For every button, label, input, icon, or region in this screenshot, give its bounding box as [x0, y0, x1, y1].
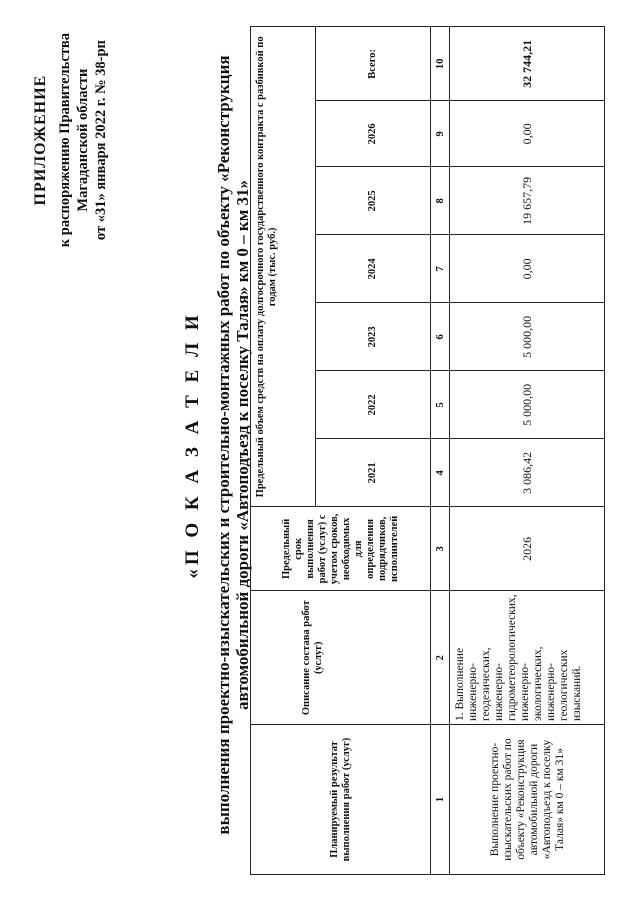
appendix-line-3: от «31» января 2022 г. № 38-рп — [93, 40, 109, 241]
value-cell: 5 000,00 — [450, 371, 605, 439]
year-header: 2023 — [316, 303, 431, 371]
col-header-description: Описание состава работ (услуг) — [251, 591, 431, 725]
result-cell: Выполнение проектно-изыскательских работ по объекту «Реконструкция автомобильной дороги «Автоподъезд к поселку Талая» км 0 – км 31» — [450, 725, 605, 875]
year-header: 2026 — [316, 101, 431, 167]
heading-line-2: автомобильной дороги «Автоподъезд к поселку Талая» км 0 – км 31» — [233, 179, 252, 711]
total-value-cell: 32 744,21 — [450, 27, 605, 101]
col-header-result: Планируемый результат выполнения работ (услуг) — [251, 725, 431, 875]
year-header: 2021 — [316, 439, 431, 507]
deadline-cell: 2026 — [450, 507, 605, 591]
value-cell: 0,00 — [450, 235, 605, 303]
column-number: 5 — [431, 371, 450, 439]
appendix-block — [32, 33, 110, 247]
column-number: 6 — [431, 303, 450, 371]
value-cell: 5 000,00 — [450, 303, 605, 371]
column-number: 2 — [431, 591, 450, 725]
column-number: 8 — [431, 167, 450, 235]
document-heading — [182, 5, 252, 885]
appendix-title: ПРИЛОЖЕНИЕ — [32, 74, 49, 206]
document-page — [10, 5, 630, 885]
value-cell: 19 657,79 — [450, 167, 605, 235]
value-cell: 3 086,42 — [450, 439, 605, 507]
col-header-funding: Предельный объем средств на оплату долгосрочного государственного контракта с разбивкой по годам (тыс. руб.) — [251, 27, 316, 507]
column-number-row — [431, 27, 450, 875]
value-cell: 0,00 — [450, 101, 605, 167]
column-number: 3 — [431, 507, 450, 591]
column-number: 7 — [431, 235, 450, 303]
description-cell: 1. Выполнение инженерно-геодезических, инженерно-гидрометеорологических, инженерно-экологических, инженерно-геологических изысканий. — [450, 591, 605, 725]
year-header: 2024 — [316, 235, 431, 303]
column-number: 4 — [431, 439, 450, 507]
column-number: 1 — [431, 725, 450, 875]
col-header-deadline: Предельный срок выполнения работ (услуг) с учетом сроков, необходимых для определения подрядчиков, исполнителей — [251, 507, 431, 591]
year-header: 2022 — [316, 371, 431, 439]
column-number: 9 — [431, 101, 450, 167]
year-header: 2025 — [316, 167, 431, 235]
appendix-line-1: к распоряжению Правительства — [57, 33, 73, 248]
header-row-1 — [251, 27, 316, 875]
heading-line-1: выполнения проектно-изыскательских и строительно-монтажных работ по объекту «Реконструкция — [214, 55, 233, 835]
indicators-table — [250, 26, 605, 875]
appendix-line-2: Магаданской области — [75, 68, 91, 212]
table-row — [450, 27, 605, 875]
total-header: Всего: — [316, 27, 431, 101]
heading-title: «П О К А З А Т Е Л И — [182, 311, 203, 579]
column-number: 10 — [431, 27, 450, 101]
